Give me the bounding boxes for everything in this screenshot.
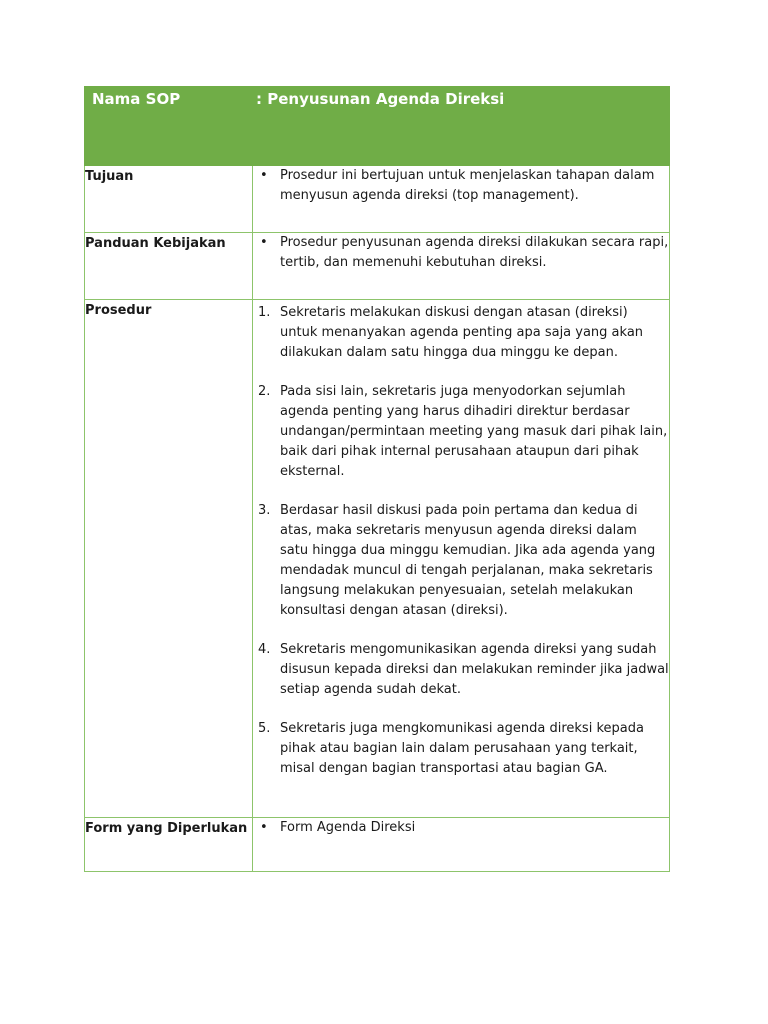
list-item-text: Sekretaris mengomunikasikan agenda direksi yang sudah disusun kepada direksi dan melakukan reminder jika jadwal setiap agenda sudah dekat. xyxy=(280,642,669,697)
list-item xyxy=(253,818,669,838)
list-number: 5. xyxy=(258,721,271,736)
row-label-panduan: Panduan Kebijakan xyxy=(85,233,253,300)
bullet-icon: • xyxy=(260,168,268,183)
list-item-text: Prosedur penyusunan agenda direksi dilakukan secara rapi, tertib, dan memenuhi kebutuhan direksi. xyxy=(280,235,669,270)
header-row xyxy=(85,87,670,166)
list-item-text: Prosedur ini bertujuan untuk menjelaskan tahapan dalam menyusun agenda direksi (top management). xyxy=(280,168,655,203)
header-label: Nama SOP xyxy=(85,87,253,166)
bullet-icon: • xyxy=(260,820,268,835)
header-title: : Penyusunan Agenda Direksi xyxy=(253,87,670,166)
row-content-tujuan xyxy=(253,166,670,233)
list-number: 4. xyxy=(258,642,271,657)
bullet-list xyxy=(253,233,669,273)
row-content-prosedur xyxy=(253,300,670,818)
row-tujuan xyxy=(85,166,670,233)
bullet-list xyxy=(253,166,669,206)
list-item-text: Pada sisi lain, sekretaris juga menyodorkan sejumlah agenda penting yang harus dihadiri direktur berdasar undangan/permintaan meeting yang masuk dari pihak lain, baik dari pihak internal perusahaan ataupun dari pihak eksternal. xyxy=(280,384,668,479)
list-item xyxy=(253,166,669,206)
row-label-tujuan: Tujuan xyxy=(85,166,253,233)
list-item xyxy=(253,233,669,273)
list-item xyxy=(253,501,669,621)
row-form xyxy=(85,818,670,872)
list-number: 2. xyxy=(258,384,271,399)
list-number: 1. xyxy=(258,305,271,320)
bullet-icon: • xyxy=(260,235,268,250)
list-item-text: Sekretaris juga mengkomunikasi agenda direksi kepada pihak atau bagian lain dalam perusahaan yang terkait, misal dengan bagian transportasi atau bagian GA. xyxy=(280,721,644,776)
list-item xyxy=(253,382,669,482)
list-item xyxy=(253,303,669,363)
numbered-list xyxy=(253,303,669,779)
sop-table xyxy=(84,86,670,872)
row-label-form: Form yang Diperlukan xyxy=(85,818,253,872)
row-prosedur xyxy=(85,300,670,818)
list-item-text: Berdasar hasil diskusi pada poin pertama dan kedua di atas, maka sekretaris menyusun agenda direksi dalam satu hingga dua minggu kemudian. Jika ada agenda yang mendadak muncul di tengah perjalanan, maka sekretaris langsung melakukan penyesuaian, setelah melakukan konsultasi dengan atasan (direksi). xyxy=(280,503,656,618)
row-panduan xyxy=(85,233,670,300)
bullet-list xyxy=(253,818,669,838)
row-content-form xyxy=(253,818,670,872)
row-label-prosedur: Prosedur xyxy=(85,300,253,818)
row-content-panduan xyxy=(253,233,670,300)
list-number: 3. xyxy=(258,503,271,518)
list-item xyxy=(253,640,669,700)
list-item-text: Sekretaris melakukan diskusi dengan atasan (direksi) untuk menanyakan agenda penting apa saja yang akan dilakukan dalam satu hingga dua minggu ke depan. xyxy=(280,305,644,360)
list-item xyxy=(253,719,669,779)
list-item-text: Form Agenda Direksi xyxy=(280,820,416,835)
